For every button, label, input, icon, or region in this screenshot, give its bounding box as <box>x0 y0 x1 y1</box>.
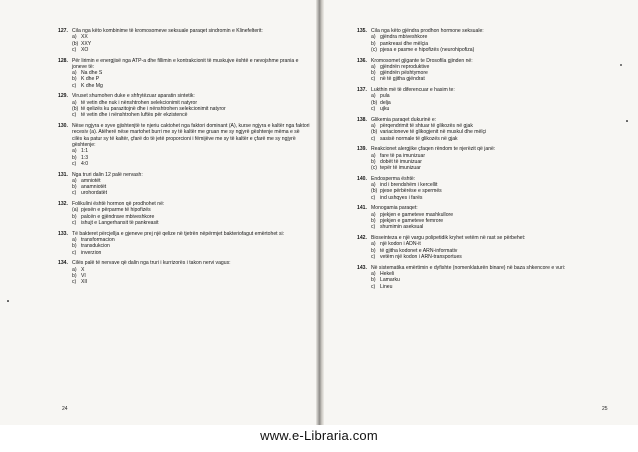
footer-url[interactable]: www.e-Libraria.com <box>260 428 378 443</box>
answer-options <box>72 70 310 89</box>
right-page-questions <box>357 28 607 294</box>
option-text: pankreasi dhe mëlçia <box>380 40 429 47</box>
answer-options <box>72 100 310 119</box>
answer-options <box>371 212 607 231</box>
option-letter: c) <box>371 253 376 260</box>
answer-option <box>72 161 310 167</box>
question-number: 139. <box>357 146 367 153</box>
option-letter: (b) <box>371 188 378 195</box>
option-text: XO <box>81 46 89 53</box>
answer-option <box>72 47 310 53</box>
option-text: pjesa e pasme e hipofizës (neurohipofiza) <box>380 46 475 53</box>
option-text: delja <box>380 99 391 106</box>
option-text: ind ushqyes i farës <box>380 194 423 201</box>
answer-options <box>72 34 310 53</box>
option-text: inverzion <box>81 249 102 256</box>
option-letter: a) <box>371 93 376 100</box>
answer-options <box>72 178 310 197</box>
option-text: të vetin dhe nuk i nënshtrohen selekcionimit natyror <box>81 99 198 106</box>
option-letter: b) <box>371 40 376 47</box>
option-letter: a) <box>371 211 376 218</box>
option-letter: (c) <box>371 46 377 53</box>
option-letter: a) <box>72 70 77 77</box>
page-number-right: 25 <box>602 406 608 412</box>
scan-speck <box>7 300 9 302</box>
answer-options <box>371 182 607 201</box>
question-text: Cilës palë të nervave që dalin nga truri i kurrizorës i takon nervi vagus: <box>72 260 231 267</box>
option-letter: a) <box>72 99 77 106</box>
answer-options <box>371 153 607 172</box>
question-number: 140. <box>357 175 367 182</box>
question-number: 135. <box>357 28 367 34</box>
option-text: të vetin dhe i nënshtrohen luftës për ekzistencë <box>81 112 188 119</box>
question-block <box>357 117 607 142</box>
option-text: në të gjitha gjëndrat <box>380 76 425 83</box>
question-block <box>58 58 310 89</box>
option-letter: c) <box>371 106 376 113</box>
option-text: një kodon i ADN-it <box>380 241 421 248</box>
option-text: Lamarku <box>380 277 400 284</box>
option-text: fare të pa imunizuar <box>380 152 426 159</box>
option-letter: c) <box>72 190 77 197</box>
answer-options <box>371 34 607 53</box>
option-letter: a) <box>371 123 376 130</box>
option-letter: (b) <box>72 106 79 113</box>
option-letter: c) <box>72 219 77 226</box>
left-page-questions <box>58 28 310 290</box>
option-letter: c) <box>72 112 77 119</box>
question-text: Për lirimin e energjisë nga ATP-a dhe fillimin e kontrakcionit të muskujve është e nevojshme prania e joneve të: <box>72 57 299 70</box>
option-text: vetëm një kodon i ARN-transportues <box>380 253 462 260</box>
option-letter: c) <box>72 160 77 167</box>
option-letter: a) <box>72 236 77 243</box>
page-number-left: 24 <box>62 406 68 412</box>
question-text: Nëse ngjyra e syve gjishtenjtë te njeriu caktohet nga faktori dominant (A), kurse ngjyra e kaltër nga faktori recesiv (a). Atëherë nëse martohet burri me sy të kaltër me gruan me sy ngjyrë gështenje mëma e së cilës ka patur sy të kaltër, çfarë do të jetë proporcioni i fëmijëve me sy të kaltër e çfarë me sy ngjyrë gështenje: <box>72 123 310 148</box>
answer-option <box>371 106 607 112</box>
question-block <box>357 87 607 112</box>
option-text: palcën e gjëndrave mbiveshkore <box>81 213 155 220</box>
answer-option <box>371 254 607 260</box>
option-letter: b) <box>371 158 376 165</box>
option-letter: c) <box>371 194 376 201</box>
answer-options <box>72 148 310 167</box>
option-letter: c) <box>371 135 376 142</box>
book-gutter <box>316 0 324 425</box>
question-line <box>58 123 310 148</box>
scan-speck <box>626 120 628 122</box>
option-text: XII <box>81 279 88 286</box>
option-letter: c) <box>371 283 376 290</box>
question-block <box>357 265 607 290</box>
question-block <box>58 231 310 256</box>
scan-speck <box>620 64 622 66</box>
answer-option <box>371 224 607 230</box>
option-text: 1:1 <box>81 148 89 155</box>
option-text: ishujt e Langerhansit të pankreasit <box>81 219 159 226</box>
answer-option <box>371 76 607 82</box>
option-text: Lineu <box>380 283 393 290</box>
answer-option <box>72 190 310 196</box>
option-text: 4:0 <box>81 160 89 167</box>
option-letter: (a) <box>72 207 79 214</box>
question-text: Lukthin më të diferencuar e hasim te: <box>371 87 455 94</box>
option-text: të qelizës ku parazitojnë dhe i nënshtrohen selekcionimit natyror <box>81 106 226 113</box>
option-text: amniotët <box>81 177 101 184</box>
option-letter: a) <box>72 177 77 184</box>
option-text: pjese përbërëse e spermës <box>380 188 442 195</box>
answer-options <box>371 241 607 260</box>
option-text: tepër të imunizuar <box>380 165 421 172</box>
answer-option <box>72 279 310 285</box>
question-text: Glikemia paraqet dukurinë e: <box>371 116 437 123</box>
answer-option <box>371 165 607 171</box>
option-text: K dhe Mg <box>81 82 103 89</box>
option-letter: b) <box>72 272 77 279</box>
option-letter: b) <box>72 76 77 83</box>
option-letter: a) <box>371 152 376 159</box>
answer-option <box>72 220 310 226</box>
question-block <box>58 201 310 226</box>
option-text: XX <box>81 34 88 41</box>
option-text: shumimin aseksual <box>380 224 424 231</box>
answer-option <box>371 195 607 201</box>
question-text: Kromosomet gjigante te Drosofila gjinden në: <box>371 57 473 64</box>
option-text: anamniotët <box>81 184 107 191</box>
question-number: 133. <box>58 230 68 237</box>
option-letter: c) <box>72 46 77 53</box>
question-block <box>357 176 607 201</box>
answer-option <box>371 136 607 142</box>
option-text: gjëndra mbiveshkore <box>380 34 428 41</box>
option-letter: b) <box>72 213 77 220</box>
option-text: urohordatët <box>81 190 108 197</box>
option-letter: a) <box>371 241 376 248</box>
option-text: variacioneve të glikogjenit në muskul dhe mëlçi <box>380 129 487 136</box>
question-number: 143. <box>357 264 367 271</box>
option-letter: c) <box>371 76 376 83</box>
option-letter: (c) <box>371 165 377 172</box>
option-letter: b) <box>72 184 77 191</box>
question-block <box>357 235 607 260</box>
answer-options <box>72 267 310 286</box>
answer-options <box>72 207 310 226</box>
option-letter: c) <box>72 82 77 89</box>
option-text: të gjitha kodonet e ARN-informativ <box>380 247 458 254</box>
question-text: Në sistematika emërtimin e dyfishte (nomenklaturën binare) në baza shkencore e vuri: <box>371 264 566 271</box>
answer-options <box>371 64 607 83</box>
question-text: Reakcionet alergjike çfaqen rëndom te njerëzit që janë: <box>371 146 496 153</box>
question-text: Viruset shumohen duke e shfrytëzuar aparatin sintetik: <box>72 93 195 100</box>
option-letter: (b) <box>371 99 378 106</box>
option-text: Hekeli <box>380 270 395 277</box>
option-text: ujku <box>380 106 390 113</box>
question-block <box>58 28 310 53</box>
answer-option <box>371 284 607 290</box>
option-letter: (b) <box>371 129 378 136</box>
option-text: K dhe P <box>81 76 100 83</box>
option-text: pula <box>380 93 390 100</box>
option-text: transformacion <box>81 236 115 243</box>
option-letter: (b) <box>72 40 79 47</box>
answer-options <box>72 237 310 256</box>
option-letter: a) <box>371 182 376 189</box>
question-text: Cila nga këto gjëndra prodhon hormone seksuale: <box>371 28 484 34</box>
option-letter: a) <box>72 148 77 155</box>
answer-options <box>371 93 607 112</box>
answer-options <box>371 123 607 142</box>
question-block <box>357 146 607 171</box>
option-text: përqendrimit të shtuar të glikozës në gjak <box>380 123 473 130</box>
question-number: 130. <box>58 123 68 130</box>
question-number: 136. <box>357 57 367 64</box>
option-text: 1:3 <box>81 154 89 161</box>
question-block <box>58 123 310 167</box>
option-text: gjëndrën pështymore <box>380 70 428 77</box>
option-letter: a) <box>371 34 376 41</box>
question-block <box>58 172 310 197</box>
question-block <box>58 260 310 285</box>
option-text: pjekjen e gameteve mashkullore <box>380 211 454 218</box>
question-text: Monogamia paraqet: <box>371 205 418 212</box>
option-letter: b) <box>371 277 376 284</box>
option-letter: b) <box>72 243 77 250</box>
question-number: 131. <box>58 171 68 178</box>
question-text: Folikulini është hormon që prodhohet në: <box>72 201 165 208</box>
option-letter: c) <box>72 249 77 256</box>
option-text: sasisë normale të glikozës në gjak <box>380 135 458 142</box>
option-letter: c) <box>371 224 376 231</box>
question-text: Bioseinteza e një vargu polipetidik kryhet vetëm në rast se përbehet: <box>371 235 526 242</box>
option-text: pjesën e përparme të hipofizës <box>81 207 151 214</box>
option-text: ind i brendshëm i kercellit <box>380 182 438 189</box>
question-block <box>357 58 607 83</box>
option-text: dobët të imunizuar <box>380 158 422 165</box>
question-number: 128. <box>58 57 68 64</box>
option-letter: a) <box>72 34 77 41</box>
question-line <box>58 58 310 71</box>
question-block <box>357 205 607 230</box>
option-text: VI <box>81 272 86 279</box>
question-number: 134. <box>58 260 68 267</box>
question-number: 141. <box>357 205 367 212</box>
question-block <box>357 28 607 53</box>
answer-options <box>371 271 607 290</box>
question-number: 129. <box>58 93 68 100</box>
option-letter: a) <box>72 266 77 273</box>
option-text: transdukcion <box>81 243 110 250</box>
option-letter: b) <box>371 218 376 225</box>
option-letter: b) <box>72 154 77 161</box>
option-text: pjekjen e gameteve femrore <box>380 218 444 225</box>
option-text: gjëndrën reproduktive <box>380 63 430 70</box>
answer-option <box>72 112 310 118</box>
question-text: Cila nga këto kombinime të kromosomeve seksuale paraqet sindromin e Klinefelterit: <box>72 28 263 34</box>
question-text: Endosperma është: <box>371 175 416 182</box>
question-number: 138. <box>357 116 367 123</box>
option-letter: c) <box>72 279 77 286</box>
question-text: Nga truri dalin 12 palë nervash: <box>72 171 143 178</box>
option-letter: a) <box>371 63 376 70</box>
question-block <box>58 93 310 118</box>
question-number: 127. <box>58 28 68 34</box>
question-number: 137. <box>357 87 367 94</box>
option-text: Na dhe S <box>81 70 103 77</box>
question-text: Të bakteret përcjellja e gjeneve prej një qelize në tjetrën nëpërmjet bakteriofagut emërtohet si: <box>72 230 285 237</box>
option-text: XXY <box>81 40 92 47</box>
answer-option <box>72 250 310 256</box>
question-number: 132. <box>58 201 68 208</box>
option-text: X <box>81 266 85 273</box>
option-letter: b) <box>371 247 376 254</box>
option-letter: a) <box>371 270 376 277</box>
option-letter: b) <box>371 70 376 77</box>
question-number: 142. <box>357 235 367 242</box>
answer-option <box>371 47 607 53</box>
answer-option <box>72 83 310 89</box>
